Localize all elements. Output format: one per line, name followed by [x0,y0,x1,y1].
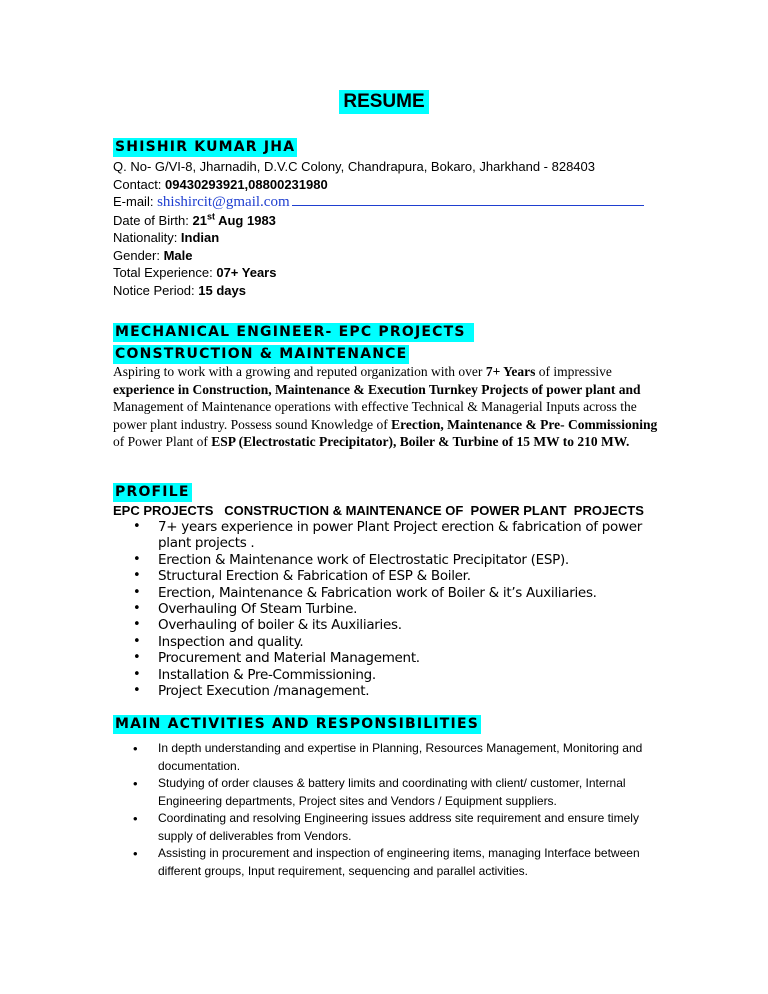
profile-heading: PROFILE [115,484,190,500]
list-item-text: 7+ years experience in power Plant Project erection & fabrication of power plant projects . [158,519,642,552]
list-item [113,775,658,810]
dob-line [113,212,673,230]
notice-label: Notice Period: [113,282,199,298]
list-item-text: Overhauling Of Steam Turbine. [158,601,358,618]
objective-paragraph [113,363,658,451]
objective-text-4: of Power Plant of [113,434,212,450]
page-title: RESUME [339,90,428,114]
list-item [113,519,653,552]
email-link[interactable]: shishircit@gmail.com [157,194,290,210]
contact-line [113,176,673,194]
list-item-text: Overhauling of boiler & its Auxiliaries. [158,617,402,634]
list-item [113,810,658,845]
nationality-value: Indian [180,230,220,245]
role-heading-line1: MECHANICAL ENGINEER- EPC PROJECTS [115,324,472,340]
list-item [113,585,653,601]
contact-value: 09430293921,08800231980 [165,176,328,192]
list-item [113,650,653,666]
notice-value: 15 days [198,282,246,298]
list-item-text: Erection, Maintenance & Fabrication work of Boiler & it’s Auxiliaries. [158,584,597,601]
bullet-icon: • [133,683,141,699]
objective-bold-2: experience in Construction, Maintenance & Execution Turnkey Projects of power plant and [113,381,641,397]
bullet-icon: • [133,568,141,584]
objective-text-2: of impressive [538,364,612,379]
list-item-text: Coordinating and resolving Engineering issues address site requirement and ensure timely supply of deliverables from Vendors. [158,811,639,843]
email-line [113,193,673,212]
gender-value: Male [163,247,193,263]
list-item-text: Inspection and quality. [158,633,304,650]
dob-label: Date of Birth: [113,212,193,228]
bullet-icon: • [133,846,138,861]
objective-bold-1: 7+ Years [485,364,539,379]
bullet-icon: • [133,617,141,633]
nationality-label: Nationality: [113,230,181,245]
list-item [113,845,658,880]
contact-label: Contact: [113,176,166,192]
list-item [113,617,653,633]
list-item [113,740,658,775]
list-item-text: Studying of order clauses & battery limits and coordinating with client/ customer, Internal Engineering departments, Project sites and Vendors / Equipment suppliers. [158,776,626,808]
bullet-icon: • [133,776,138,791]
email-label: E-mail: [113,194,158,209]
list-item-text: Installation & Pre-Commissioning. [158,666,376,683]
list-item-text: Project Execution /management. [158,683,370,700]
bullet-icon: • [133,551,141,567]
bullet-icon: • [133,519,141,534]
list-item-text: Structural Erection & Fabrication of ESP & Boiler. [158,568,471,585]
objective-text-3: Management of Maintenance operations with effective Technical & Managerial Inputs across the power plant industry. Possess sound Knowledge of [113,399,637,432]
bullet-icon: • [133,666,141,682]
profile-list [113,519,653,699]
dob-suffix: st [206,211,215,222]
email-underline [292,193,644,206]
list-item-text: Procurement and Material Management. [158,650,420,667]
experience-label: Total Experience: [113,265,217,280]
bullet-icon: • [133,650,141,666]
bullet-icon: • [133,633,141,649]
candidate-name: SHISHIR KUMAR JHA [115,139,296,155]
dob-day: 21 [192,212,207,228]
list-item [113,601,653,617]
activities-list [113,740,658,880]
bullet-icon: • [133,601,141,617]
contact-block [113,158,673,299]
list-item [113,634,653,650]
list-item [113,568,653,584]
bullet-icon: • [133,584,141,600]
experience-line [113,264,673,282]
experience-value: 07+ Years [216,265,277,280]
nationality-line [113,229,673,247]
gender-label: Gender: [113,247,164,263]
list-item-text: Assisting in procurement and inspection of engineering items, managing Interface between different groups, Input requirement, sequencing and parallel activities. [158,846,640,878]
objective-bold-4: ESP (Electrostatic Precipitator), Boiler & Turbine of 15 MW to 210 MW. [211,434,630,450]
profile-subheading: EPC PROJECTS CONSTRUCTION & MAINTENANCE OF POWER PLANT PROJECTS [113,503,644,518]
objective-bold-3: Erection, Maintenance & Pre- Commissioning [391,416,658,432]
list-item-text: In depth understanding and expertise in Planning, Resources Management, Monitoring and documentation. [158,741,643,773]
list-item [113,667,653,683]
role-heading-line2: CONSTRUCTION & MAINTENANCE [115,346,408,362]
bullet-icon: • [133,811,138,826]
bullet-icon: • [133,741,138,756]
activities-heading: MAIN ACTIVITIES AND RESPONSIBILITIES [115,716,480,732]
list-item-text: Erection & Maintenance work of Electrostatic Precipitator (ESP). [158,551,569,568]
address-line: Q. No- G/VI-8, Jharnadih, D.V.C Colony, Chandrapura, Bokaro, Jharkhand - 828403 [113,159,595,174]
objective-text-1: Aspiring to work with a growing and reputed organization with over [113,364,486,379]
title-row [0,90,768,114]
list-item [113,683,653,699]
dob-rest: Aug 1983 [214,212,276,228]
gender-line [113,247,673,265]
list-item [113,552,653,568]
notice-line [113,282,673,300]
